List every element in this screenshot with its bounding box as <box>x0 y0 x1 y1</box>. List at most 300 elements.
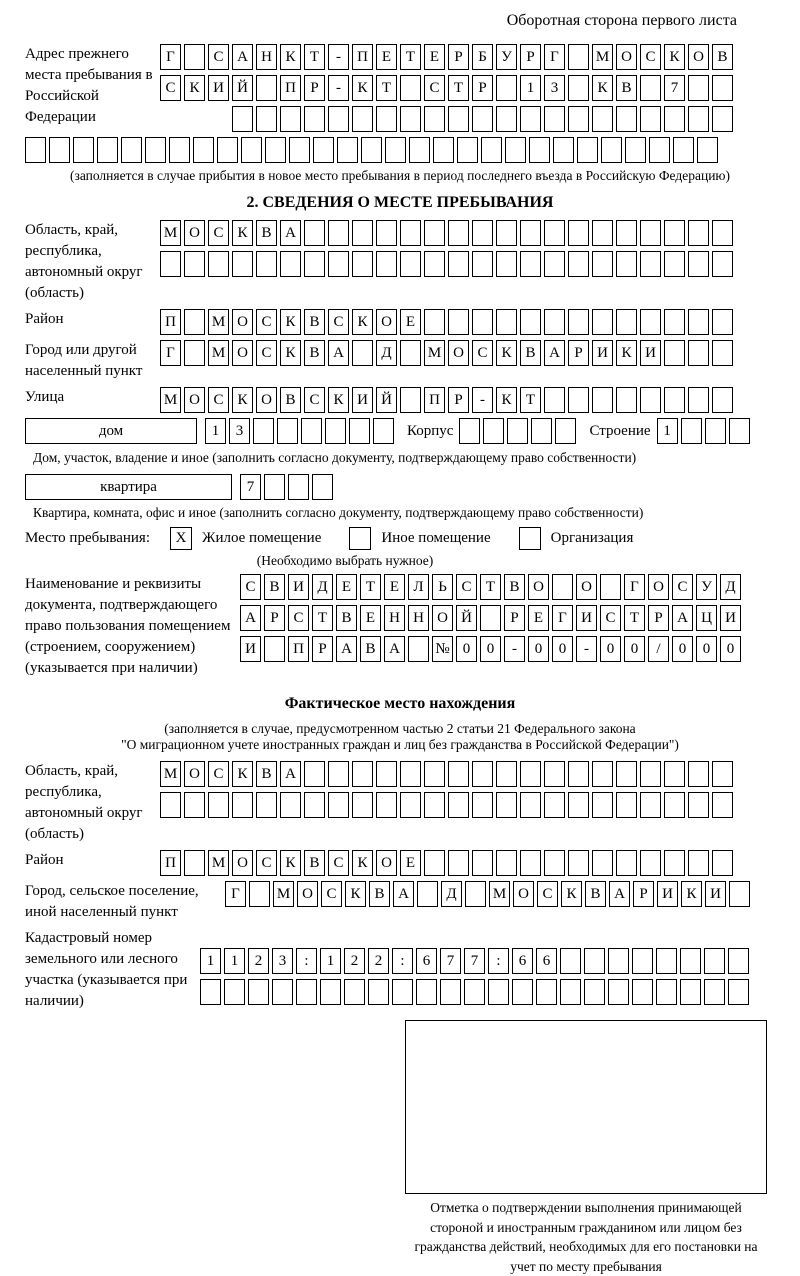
char-cell[interactable] <box>352 340 373 366</box>
char-cell[interactable]: Ц <box>696 605 717 631</box>
char-cell[interactable]: 1 <box>224 948 245 974</box>
char-cell[interactable] <box>680 979 701 1005</box>
char-cell[interactable] <box>592 309 613 335</box>
char-cell[interactable]: 7 <box>464 948 485 974</box>
char-cell[interactable]: П <box>424 387 445 413</box>
char-cell[interactable]: С <box>600 605 621 631</box>
char-cell[interactable]: Г <box>624 574 645 600</box>
char-cell[interactable] <box>496 761 517 787</box>
char-cell[interactable] <box>664 387 685 413</box>
district-row[interactable] <box>160 309 736 335</box>
street-row[interactable] <box>160 387 736 413</box>
char-cell[interactable] <box>264 474 285 500</box>
char-cell[interactable] <box>712 309 733 335</box>
char-cell[interactable] <box>712 106 733 132</box>
char-cell[interactable]: Л <box>408 574 429 600</box>
char-cell[interactable] <box>304 106 325 132</box>
char-cell[interactable]: 1 <box>520 75 541 101</box>
char-cell[interactable]: 6 <box>536 948 557 974</box>
char-cell[interactable]: В <box>360 636 381 662</box>
char-cell[interactable] <box>520 792 541 818</box>
char-cell[interactable]: Ь <box>432 574 453 600</box>
char-cell[interactable] <box>507 418 528 444</box>
char-cell[interactable]: К <box>352 850 373 876</box>
char-cell[interactable]: А <box>280 761 301 787</box>
char-cell[interactable] <box>217 137 238 163</box>
char-cell[interactable]: 0 <box>672 636 693 662</box>
char-cell[interactable] <box>184 309 205 335</box>
char-cell[interactable] <box>688 106 709 132</box>
char-cell[interactable]: У <box>696 574 717 600</box>
house-cells[interactable] <box>205 418 397 444</box>
char-cell[interactable] <box>688 75 709 101</box>
char-cell[interactable] <box>417 881 438 907</box>
char-cell[interactable] <box>552 574 573 600</box>
char-cell[interactable] <box>184 850 205 876</box>
korpus-cells[interactable] <box>459 418 579 444</box>
char-cell[interactable] <box>560 979 581 1005</box>
char-cell[interactable] <box>400 106 421 132</box>
char-cell[interactable] <box>601 137 622 163</box>
char-cell[interactable] <box>400 761 421 787</box>
char-cell[interactable] <box>304 251 325 277</box>
char-cell[interactable] <box>472 251 493 277</box>
char-cell[interactable]: К <box>280 340 301 366</box>
char-cell[interactable]: Е <box>336 574 357 600</box>
char-cell[interactable] <box>352 761 373 787</box>
char-cell[interactable] <box>568 251 589 277</box>
char-cell[interactable] <box>688 220 709 246</box>
char-cell[interactable] <box>520 251 541 277</box>
checkbox-residential[interactable]: X <box>170 527 192 550</box>
char-cell[interactable]: Д <box>376 340 397 366</box>
char-cell[interactable] <box>688 792 709 818</box>
char-cell[interactable]: 2 <box>248 948 269 974</box>
char-cell[interactable] <box>680 948 701 974</box>
char-cell[interactable] <box>424 251 445 277</box>
char-cell[interactable] <box>256 792 277 818</box>
char-cell[interactable] <box>296 979 317 1005</box>
char-cell[interactable] <box>544 220 565 246</box>
char-cell[interactable] <box>312 474 333 500</box>
char-cell[interactable] <box>376 251 397 277</box>
char-cell[interactable]: Г <box>544 44 565 70</box>
char-cell[interactable]: С <box>472 340 493 366</box>
char-cell[interactable]: 3 <box>544 75 565 101</box>
char-cell[interactable]: Б <box>472 44 493 70</box>
char-cell[interactable] <box>288 474 309 500</box>
char-cell[interactable]: О <box>448 340 469 366</box>
char-cell[interactable]: К <box>232 387 253 413</box>
char-cell[interactable]: В <box>256 220 277 246</box>
char-cell[interactable]: С <box>321 881 342 907</box>
char-cell[interactable] <box>592 220 613 246</box>
char-cell[interactable] <box>568 220 589 246</box>
char-cell[interactable]: 0 <box>552 636 573 662</box>
char-cell[interactable] <box>520 106 541 132</box>
char-cell[interactable] <box>376 761 397 787</box>
char-cell[interactable] <box>640 792 661 818</box>
char-cell[interactable] <box>616 251 637 277</box>
char-cell[interactable]: Д <box>720 574 741 600</box>
char-cell[interactable] <box>97 137 118 163</box>
char-cell[interactable] <box>424 220 445 246</box>
char-cell[interactable] <box>483 418 504 444</box>
char-cell[interactable]: И <box>208 75 229 101</box>
char-cell[interactable] <box>568 44 589 70</box>
char-cell[interactable] <box>712 387 733 413</box>
char-cell[interactable]: 6 <box>512 948 533 974</box>
char-cell[interactable]: И <box>705 881 726 907</box>
char-cell[interactable]: 2 <box>368 948 389 974</box>
char-cell[interactable]: М <box>208 309 229 335</box>
char-cell[interactable] <box>544 761 565 787</box>
char-cell[interactable] <box>640 309 661 335</box>
char-cell[interactable]: Р <box>568 340 589 366</box>
char-cell[interactable]: В <box>264 574 285 600</box>
actual-district-row[interactable] <box>160 850 736 876</box>
char-cell[interactable]: В <box>616 75 637 101</box>
char-cell[interactable]: М <box>273 881 294 907</box>
actual-city-row[interactable] <box>225 881 753 907</box>
char-cell[interactable]: С <box>160 75 181 101</box>
char-cell[interactable]: Р <box>648 605 669 631</box>
char-cell[interactable]: У <box>496 44 517 70</box>
char-cell[interactable]: П <box>352 44 373 70</box>
char-cell[interactable] <box>664 850 685 876</box>
char-cell[interactable]: : <box>296 948 317 974</box>
char-cell[interactable] <box>664 340 685 366</box>
char-cell[interactable] <box>616 761 637 787</box>
char-cell[interactable] <box>681 418 702 444</box>
char-cell[interactable]: С <box>456 574 477 600</box>
char-cell[interactable] <box>616 850 637 876</box>
char-cell[interactable] <box>568 387 589 413</box>
document-row-2[interactable] <box>240 605 744 631</box>
char-cell[interactable] <box>352 106 373 132</box>
char-cell[interactable] <box>121 137 142 163</box>
char-cell[interactable] <box>440 979 461 1005</box>
char-cell[interactable] <box>568 850 589 876</box>
char-cell[interactable] <box>712 220 733 246</box>
char-cell[interactable]: Т <box>360 574 381 600</box>
char-cell[interactable] <box>472 792 493 818</box>
char-cell[interactable] <box>232 792 253 818</box>
char-cell[interactable] <box>400 251 421 277</box>
char-cell[interactable]: Т <box>624 605 645 631</box>
prev-address-row-4[interactable] <box>25 137 775 163</box>
char-cell[interactable]: Т <box>480 574 501 600</box>
char-cell[interactable] <box>328 106 349 132</box>
char-cell[interactable] <box>424 761 445 787</box>
char-cell[interactable] <box>256 106 277 132</box>
char-cell[interactable] <box>616 309 637 335</box>
char-cell[interactable]: Е <box>384 574 405 600</box>
char-cell[interactable] <box>688 850 709 876</box>
document-row-1[interactable] <box>240 574 744 600</box>
char-cell[interactable] <box>496 850 517 876</box>
char-cell[interactable]: Д <box>312 574 333 600</box>
char-cell[interactable] <box>472 309 493 335</box>
char-cell[interactable] <box>728 948 749 974</box>
char-cell[interactable]: Е <box>400 309 421 335</box>
char-cell[interactable]: П <box>288 636 309 662</box>
char-cell[interactable] <box>241 137 262 163</box>
char-cell[interactable]: О <box>648 574 669 600</box>
char-cell[interactable] <box>496 309 517 335</box>
char-cell[interactable] <box>424 792 445 818</box>
char-cell[interactable] <box>688 761 709 787</box>
char-cell[interactable] <box>376 106 397 132</box>
char-cell[interactable] <box>592 251 613 277</box>
char-cell[interactable] <box>160 792 181 818</box>
char-cell[interactable]: А <box>240 605 261 631</box>
char-cell[interactable] <box>608 948 629 974</box>
char-cell[interactable]: 0 <box>600 636 621 662</box>
char-cell[interactable] <box>664 220 685 246</box>
char-cell[interactable]: Т <box>304 44 325 70</box>
char-cell[interactable] <box>729 881 750 907</box>
char-cell[interactable] <box>448 850 469 876</box>
char-cell[interactable]: С <box>304 387 325 413</box>
char-cell[interactable] <box>472 761 493 787</box>
char-cell[interactable] <box>184 340 205 366</box>
char-cell[interactable] <box>496 792 517 818</box>
char-cell[interactable] <box>265 137 286 163</box>
char-cell[interactable]: В <box>520 340 541 366</box>
char-cell[interactable] <box>688 387 709 413</box>
char-cell[interactable] <box>325 418 346 444</box>
char-cell[interactable]: С <box>537 881 558 907</box>
char-cell[interactable]: 3 <box>272 948 293 974</box>
char-cell[interactable]: А <box>280 220 301 246</box>
char-cell[interactable] <box>640 106 661 132</box>
char-cell[interactable]: А <box>336 636 357 662</box>
char-cell[interactable] <box>697 137 718 163</box>
char-cell[interactable] <box>256 75 277 101</box>
char-cell[interactable] <box>424 850 445 876</box>
char-cell[interactable] <box>200 979 221 1005</box>
char-cell[interactable] <box>349 418 370 444</box>
char-cell[interactable] <box>480 605 501 631</box>
char-cell[interactable] <box>704 948 725 974</box>
char-cell[interactable]: С <box>240 574 261 600</box>
char-cell[interactable] <box>448 792 469 818</box>
char-cell[interactable] <box>376 792 397 818</box>
char-cell[interactable]: Г <box>552 605 573 631</box>
char-cell[interactable]: С <box>208 761 229 787</box>
char-cell[interactable]: В <box>280 387 301 413</box>
char-cell[interactable] <box>424 106 445 132</box>
char-cell[interactable] <box>688 251 709 277</box>
char-cell[interactable]: И <box>592 340 613 366</box>
document-row-3[interactable] <box>240 636 744 662</box>
cadastral-row-1[interactable] <box>200 948 752 974</box>
char-cell[interactable] <box>448 106 469 132</box>
char-cell[interactable]: 6 <box>416 948 437 974</box>
char-cell[interactable]: 0 <box>456 636 477 662</box>
char-cell[interactable]: В <box>504 574 525 600</box>
char-cell[interactable] <box>73 137 94 163</box>
char-cell[interactable] <box>301 418 322 444</box>
char-cell[interactable]: К <box>496 340 517 366</box>
char-cell[interactable]: К <box>232 761 253 787</box>
char-cell[interactable]: Т <box>376 75 397 101</box>
char-cell[interactable]: К <box>352 309 373 335</box>
char-cell[interactable]: Р <box>504 605 525 631</box>
char-cell[interactable] <box>472 106 493 132</box>
char-cell[interactable]: О <box>616 44 637 70</box>
char-cell[interactable] <box>664 761 685 787</box>
char-cell[interactable]: Е <box>360 605 381 631</box>
char-cell[interactable] <box>520 850 541 876</box>
char-cell[interactable] <box>400 220 421 246</box>
char-cell[interactable] <box>600 574 621 600</box>
char-cell[interactable]: 7 <box>664 75 685 101</box>
char-cell[interactable]: М <box>208 340 229 366</box>
char-cell[interactable]: - <box>504 636 525 662</box>
char-cell[interactable]: О <box>297 881 318 907</box>
char-cell[interactable]: С <box>328 850 349 876</box>
char-cell[interactable]: В <box>369 881 390 907</box>
char-cell[interactable]: С <box>256 309 277 335</box>
char-cell[interactable] <box>277 418 298 444</box>
char-cell[interactable] <box>459 418 480 444</box>
char-cell[interactable] <box>184 251 205 277</box>
char-cell[interactable] <box>400 792 421 818</box>
char-cell[interactable]: В <box>712 44 733 70</box>
char-cell[interactable] <box>344 979 365 1005</box>
char-cell[interactable] <box>280 792 301 818</box>
char-cell[interactable] <box>512 979 533 1005</box>
char-cell[interactable] <box>496 75 517 101</box>
char-cell[interactable] <box>640 220 661 246</box>
prev-address-row-2[interactable] <box>160 75 736 101</box>
char-cell[interactable] <box>608 979 629 1005</box>
char-cell[interactable] <box>664 106 685 132</box>
char-cell[interactable] <box>448 251 469 277</box>
char-cell[interactable] <box>49 137 70 163</box>
char-cell[interactable] <box>465 881 486 907</box>
char-cell[interactable]: О <box>376 309 397 335</box>
char-cell[interactable]: - <box>328 75 349 101</box>
char-cell[interactable] <box>232 106 253 132</box>
char-cell[interactable] <box>640 387 661 413</box>
char-cell[interactable] <box>25 137 46 163</box>
char-cell[interactable]: К <box>232 220 253 246</box>
char-cell[interactable] <box>520 220 541 246</box>
char-cell[interactable]: Н <box>256 44 277 70</box>
char-cell[interactable]: В <box>304 340 325 366</box>
char-cell[interactable] <box>640 850 661 876</box>
char-cell[interactable] <box>264 636 285 662</box>
char-cell[interactable]: 0 <box>624 636 645 662</box>
char-cell[interactable]: К <box>352 75 373 101</box>
apartment-cells[interactable] <box>240 474 336 500</box>
char-cell[interactable]: С <box>288 605 309 631</box>
char-cell[interactable] <box>249 881 270 907</box>
char-cell[interactable]: - <box>472 387 493 413</box>
char-cell[interactable] <box>193 137 214 163</box>
city-row[interactable] <box>160 340 736 366</box>
char-cell[interactable] <box>555 418 576 444</box>
char-cell[interactable] <box>368 979 389 1005</box>
char-cell[interactable]: Р <box>633 881 654 907</box>
char-cell[interactable] <box>592 106 613 132</box>
char-cell[interactable] <box>568 75 589 101</box>
char-cell[interactable]: С <box>208 387 229 413</box>
char-cell[interactable] <box>392 979 413 1005</box>
char-cell[interactable]: О <box>184 761 205 787</box>
char-cell[interactable] <box>531 418 552 444</box>
char-cell[interactable] <box>640 761 661 787</box>
char-cell[interactable]: С <box>640 44 661 70</box>
char-cell[interactable]: И <box>640 340 661 366</box>
char-cell[interactable] <box>408 636 429 662</box>
char-cell[interactable]: 1 <box>200 948 221 974</box>
char-cell[interactable] <box>640 251 661 277</box>
char-cell[interactable]: К <box>345 881 366 907</box>
char-cell[interactable]: П <box>160 850 181 876</box>
char-cell[interactable]: О <box>256 387 277 413</box>
house-box[interactable]: дом <box>25 418 197 444</box>
char-cell[interactable]: 1 <box>205 418 226 444</box>
char-cell[interactable]: Е <box>424 44 445 70</box>
char-cell[interactable]: / <box>648 636 669 662</box>
char-cell[interactable] <box>256 251 277 277</box>
char-cell[interactable] <box>272 979 293 1005</box>
char-cell[interactable]: О <box>432 605 453 631</box>
char-cell[interactable] <box>712 251 733 277</box>
char-cell[interactable]: К <box>664 44 685 70</box>
char-cell[interactable]: : <box>488 948 509 974</box>
char-cell[interactable]: 0 <box>528 636 549 662</box>
char-cell[interactable]: А <box>544 340 565 366</box>
char-cell[interactable] <box>337 137 358 163</box>
char-cell[interactable] <box>208 251 229 277</box>
char-cell[interactable] <box>656 948 677 974</box>
char-cell[interactable]: П <box>280 75 301 101</box>
char-cell[interactable] <box>688 309 709 335</box>
char-cell[interactable]: О <box>376 850 397 876</box>
char-cell[interactable] <box>361 137 382 163</box>
char-cell[interactable]: № <box>432 636 453 662</box>
char-cell[interactable] <box>664 309 685 335</box>
char-cell[interactable] <box>208 792 229 818</box>
char-cell[interactable]: А <box>393 881 414 907</box>
char-cell[interactable] <box>712 792 733 818</box>
char-cell[interactable]: - <box>576 636 597 662</box>
char-cell[interactable] <box>729 418 750 444</box>
char-cell[interactable] <box>481 137 502 163</box>
char-cell[interactable]: А <box>609 881 630 907</box>
stroenie-cells[interactable] <box>657 418 753 444</box>
char-cell[interactable]: Т <box>400 44 421 70</box>
char-cell[interactable]: А <box>672 605 693 631</box>
char-cell[interactable] <box>544 106 565 132</box>
char-cell[interactable]: К <box>328 387 349 413</box>
prev-address-row-1[interactable] <box>160 44 736 70</box>
char-cell[interactable]: Г <box>160 340 181 366</box>
checkbox-other-premises[interactable] <box>349 527 371 550</box>
char-cell[interactable] <box>496 220 517 246</box>
char-cell[interactable]: М <box>424 340 445 366</box>
char-cell[interactable] <box>496 106 517 132</box>
char-cell[interactable]: И <box>288 574 309 600</box>
char-cell[interactable] <box>328 761 349 787</box>
char-cell[interactable]: М <box>160 387 181 413</box>
char-cell[interactable]: 3 <box>229 418 250 444</box>
